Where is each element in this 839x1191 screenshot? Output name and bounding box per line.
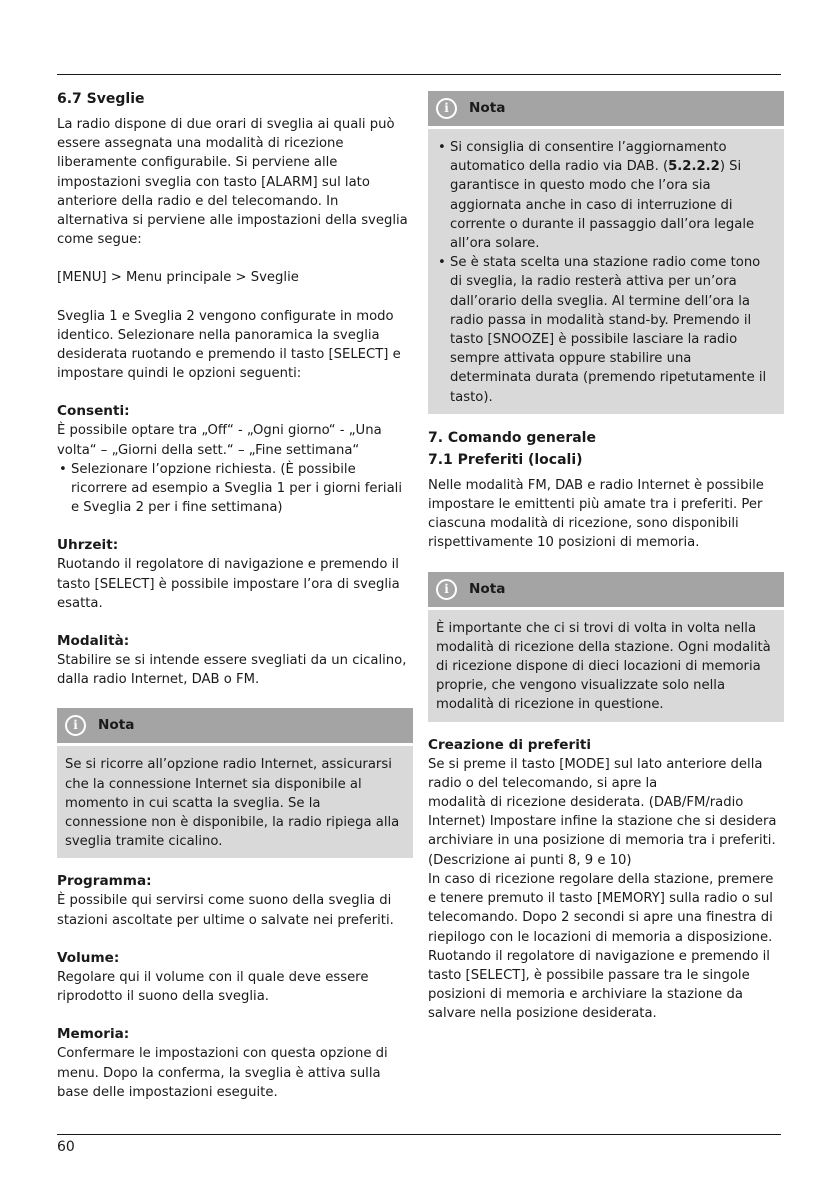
note-text: È importante che ci si trovi di volta in volta nella modalità di ricezione della stazione. Ogni modalità di ricezione dispone di dieci locazioni di memoria proprie, che vengono visualizzate solo nella modalità di ricezione in questione. [436,620,771,713]
creazione-heading: Creazione di preferiti [428,736,592,753]
bullet-text: ) Si garantisce in questo modo che l’ora sia aggiornata anche in caso di interruzione di corrente o durante il passaggio dall’ora legale all’ora solare. [450,159,755,252]
memoria-heading: Memoria: [57,1026,130,1043]
note-title: Nota [469,580,506,597]
intro-paragraph: La radio dispone di due orari di sveglia ai quali può essere assegnata una modalità di ricezione liberamente configurabile. Si perviene alle impostazioni sveglia con tasto [ALARM] sul lato anteriore della radio e del telecomando. In alternativa si perviene alle impostazioni della sveglia come segue: [57,117,408,248]
volume-heading: Volume: [57,949,120,966]
section-reference: 5.2.2.2 [668,159,720,175]
note-body [428,610,784,722]
creazione-paragraph-1: Se si preme il tasto [MODE] sul lato anteriore della radio o del telecomando, si apre la [428,756,763,791]
note-header [428,91,784,126]
section-title-sveglie: 6.7 Sveglie [57,91,145,107]
note-body [57,746,413,858]
page-number: 60 [57,1139,75,1155]
list-item [436,138,776,253]
note-title: Nota [98,717,135,734]
section-title-preferiti: 7.1 Preferiti (locali) [428,451,583,468]
volume-paragraph: Regolare qui il volume con il quale deve essere riprodotto il suono della sveglia. [57,969,369,1005]
info-icon: i [436,579,457,600]
left-column [57,89,413,1102]
note-box-modalita [428,572,784,722]
bullet-text: Si consiglia di consentire l’aggiornamento automatico della radio via DAB. ( [450,140,727,175]
uhrzeit-paragraph: Ruotando il regolatore di navigazione e premendo il tasto [SELECT] è possibile impostare l’ora di sveglia esatta. [57,557,400,611]
note-header [57,708,413,743]
config-paragraph: Sveglia 1 e Sveglia 2 vengono configurate in modo identico. Selezionare nella panoramica la sveglia desiderata ruotando e premendo il tasto [SELECT] e impostare quindi le opzioni seguenti: [57,308,401,382]
modalita-paragraph: Stabilire se si intende essere svegliati da un cicalino, dalla radio Internet, DAB o FM. [57,653,407,688]
note-title: Nota [469,99,506,116]
modalita-heading: Modalità: [57,633,130,650]
note-bullet-list [436,138,776,407]
note-text: Se si ricorre all’opzione radio Internet, assicurarsi che la connessione Internet sia disponibile al momento in cui scatta la sveglia. Se la connessione non è disponibile, la radio ripiega alla sveglia tramite cicalino. [65,757,400,850]
top-rule [57,74,781,75]
info-icon: i [65,715,86,736]
info-icon: i [436,98,457,119]
preferiti-paragraph: Nelle modalità FM, DAB e radio Internet è possibile impostare le emittenti più amate tra i preferiti. Per ciascuna modalità di ricezione, sono disponibili rispettivamente 10 posizioni di memoria. [428,477,764,551]
creazione-paragraph-2: modalità di ricezione desiderata. (DAB/FM/radio Internet) Impostare infine la stazione che si desidera archiviare in una posizione di memoria tra i preferiti. (Descrizione ai punti 8, 9 e 10) [428,795,777,868]
list-item: • Selezionare l’opzione richiesta. (È possibile ricorrere ad esempio a Sveglia 1 per i giorni feriali e Sveglia 2 per i fine settimana) [57,460,413,518]
note-header [428,572,784,607]
list-item: • Se è stata scelta una stazione radio come tono di sveglia, la radio resterà attiva per un’ora dall’orario della sveglia. Al termine dell’ora la radio passa in modalità stand-by. Premendo il tasto [SNOOZE] è possibile lasciare la radio sempre attivata oppure stabilire una determinata durata (premendo ripetutamente il tasto). [436,253,776,407]
programma-heading: Programma: [57,873,152,890]
consenti-heading: Consenti: [57,403,130,420]
note-body [428,129,784,414]
consenti-paragraph: È possibile optare tra „Off“ - „Ogni giorno“ - „Una volta“ – „Giorni della sett.“ – „Fine settimana“ [57,423,382,458]
note-box-dab [428,91,784,414]
menu-path: [MENU] > Menu principale > Sveglie [57,270,299,286]
bottom-rule [57,1134,781,1135]
uhrzeit-heading: Uhrzeit: [57,537,119,554]
consenti-bullet-list [57,460,413,518]
creazione-paragraph-3: In caso di ricezione regolare della stazione, premere e tenere premuto il tasto [MEMORY] sulla radio o sul telecomando. Dopo 2 secondi si apre una finestra di riepilogo con le locazioni di memoria a disposizione. Ruotando il regolatore di navigazione e premendo il tasto [SELECT], è possibile passare tra le singole posizioni di memoria e archiviare la stazione da salvare nella posizione desiderata. [428,871,774,1022]
note-box-internet [57,708,413,858]
right-column [428,91,784,1024]
programma-paragraph: È possibile qui servirsi come suono della sveglia di stazioni ascoltate per ultime o salvate nei preferiti. [57,893,394,928]
section-title-comando: 7. Comando generale [428,429,596,446]
memoria-paragraph: Confermare le impostazioni con questa opzione di menu. Dopo la conferma, la sveglia è attiva sulla base delle impostazioni eseguite. [57,1046,388,1100]
